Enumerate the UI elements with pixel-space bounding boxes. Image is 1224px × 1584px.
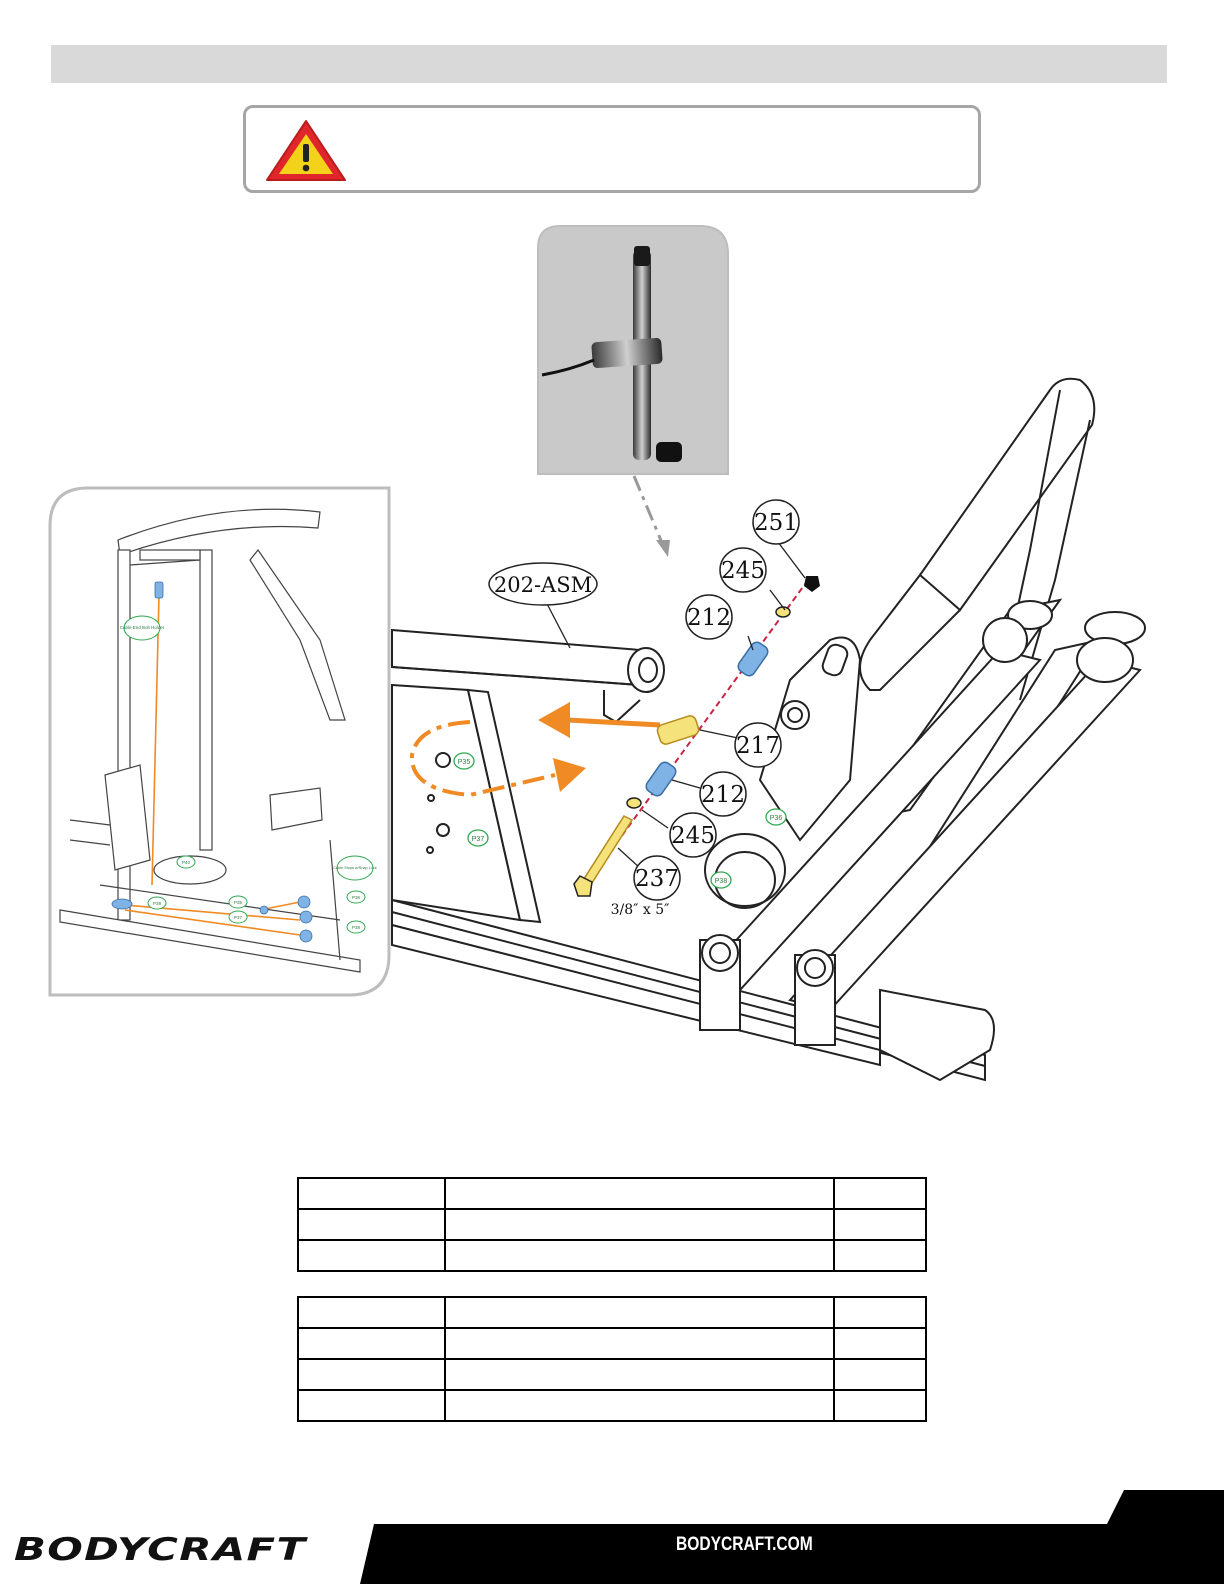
- bolt-size-label: 3/8″ x 5″: [610, 902, 670, 918]
- callout-237: 237: [635, 866, 679, 892]
- inset-cable-end-label: Cable End Bolt Holder: [119, 625, 165, 630]
- tag-p36: P36: [769, 815, 783, 822]
- table-row: [298, 1359, 926, 1390]
- parts-table-1: [297, 1177, 927, 1272]
- inset-p35: P35: [233, 900, 243, 905]
- callout-202-asm: 202-ASM: [493, 573, 593, 597]
- inset-p40: P40: [181, 860, 191, 865]
- overview-inset: [50, 488, 389, 995]
- table-row: [298, 1328, 926, 1359]
- tag-p38: P38: [714, 878, 728, 885]
- table-row: [298, 1178, 926, 1209]
- parts-table-2: [297, 1296, 927, 1422]
- inset-p36: P36: [351, 895, 361, 900]
- table-row: [298, 1297, 926, 1328]
- callout-245-bottom: 245: [671, 823, 715, 849]
- warning-icon: [264, 118, 348, 184]
- photo-inset: [538, 226, 728, 474]
- header-bar: [51, 45, 1167, 83]
- callout-217: 217: [736, 733, 780, 759]
- footer-url[interactable]: BODYCRAFT.COM: [676, 1534, 813, 1555]
- inset-cable-stops-label: Cable Stops w/Snap Lock: [333, 866, 377, 870]
- callout-212-bottom: 212: [701, 782, 745, 808]
- table-row: [298, 1240, 926, 1271]
- footer: [0, 1490, 1224, 1584]
- tag-p37: P37: [471, 836, 485, 843]
- callout-245-top: 245: [721, 558, 765, 584]
- inset-p37: P37: [233, 915, 243, 920]
- callout-251: 251: [754, 510, 798, 536]
- callout-212-top: 212: [687, 605, 731, 631]
- table-row: [298, 1209, 926, 1240]
- table-row: [298, 1390, 926, 1421]
- warning-box: [243, 105, 981, 193]
- inset-p38: P38: [351, 925, 361, 930]
- bodycraft-logo: BODYCRAFT: [14, 1532, 307, 1568]
- tag-p35: P35: [457, 759, 471, 766]
- assembly-diagram: [0, 220, 1224, 1100]
- inset-p39: P39: [152, 901, 162, 906]
